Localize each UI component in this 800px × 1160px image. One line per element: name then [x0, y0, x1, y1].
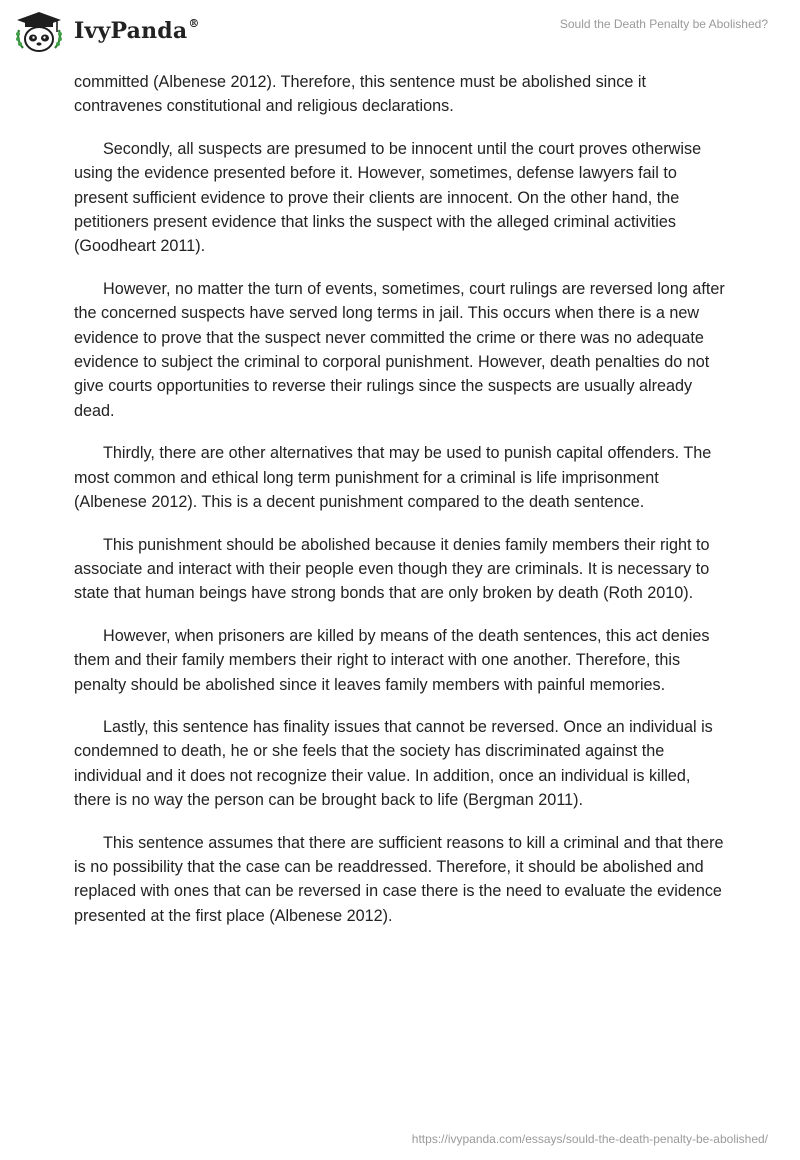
paragraph: However, no matter the turn of events, sometimes, court rulings are reversed long after the concerned suspects have served long terms in jail. This occurs when there is a new evidence to prove that the suspect never committed the crime or there was no adequate evidence to subject the criminal to corporal punishment. However, death penalties do not give courts opportunities to reverse their rulings since the suspects are usually already dead.: [74, 279, 725, 420]
paragraph: committed (Albenese 2012). Therefore, this sentence must be abolished since it contravenes constitutional and religious declarations.: [74, 73, 646, 116]
paragraph: This punishment should be abolished because it denies family members their right to associate and interact with their people even though they are criminals. It is necessary to state that human beings have strong bonds that are only broken by death (Roth 2010).: [74, 535, 710, 603]
brand-name-text: IvyPanda: [74, 18, 188, 44]
brand-name[interactable]: [74, 18, 200, 44]
paragraph: This sentence assumes that there are sufficient reasons to kill a criminal and that there is no possibility that the case can be readdressed. Therefore, it should be abolished and replaced with ones that can be reversed in case there is the need to evaluate the evidence presented at the first place (Albenese 2012).: [74, 833, 724, 925]
paragraph: Secondly, all suspects are presumed to be innocent until the court proves otherwise using the evidence presented before it. However, sometimes, defense lawyers fail to present sufficient evidence to prove their clients are innocent. On the other hand, the petitioners present evidence that links the suspect with the alleged criminal activities (Goodheart 2011).: [74, 139, 702, 256]
paragraph: Lastly, this sentence has finality issues that cannot be reversed. Once an individual is condemned to death, he or she feels that the society has discriminated against the individual and it does not recognize their value. In addition, once an individual is killed, there is no way the person can be brought back to life (Bergman 2011).: [74, 717, 713, 810]
paragraph: However, when prisoners are killed by means of the death sentences, this act denies them and their family members their right to interact with one another. Therefore, this penalty should be abolished since it leaves family members with painful memories.: [74, 626, 710, 694]
footer-url[interactable]: https://ivypanda.com/essays/sould-the-death-penalty-be-abolished/: [411, 1132, 768, 1146]
registered-mark: ®: [188, 16, 200, 30]
essay-body: [74, 70, 726, 946]
ivypanda-logo-icon[interactable]: [13, 10, 65, 54]
document-title: Sould the Death Penalty be Abolished?: [559, 17, 768, 31]
page-header: [0, 0, 800, 66]
paragraph: Thirdly, there are other alternatives that may be used to punish capital offenders. The most common and ethical long term punishment for a criminal is life imprisonment (Albenese 2012). This is a decent punishment compared to the death sentence.: [74, 444, 712, 512]
